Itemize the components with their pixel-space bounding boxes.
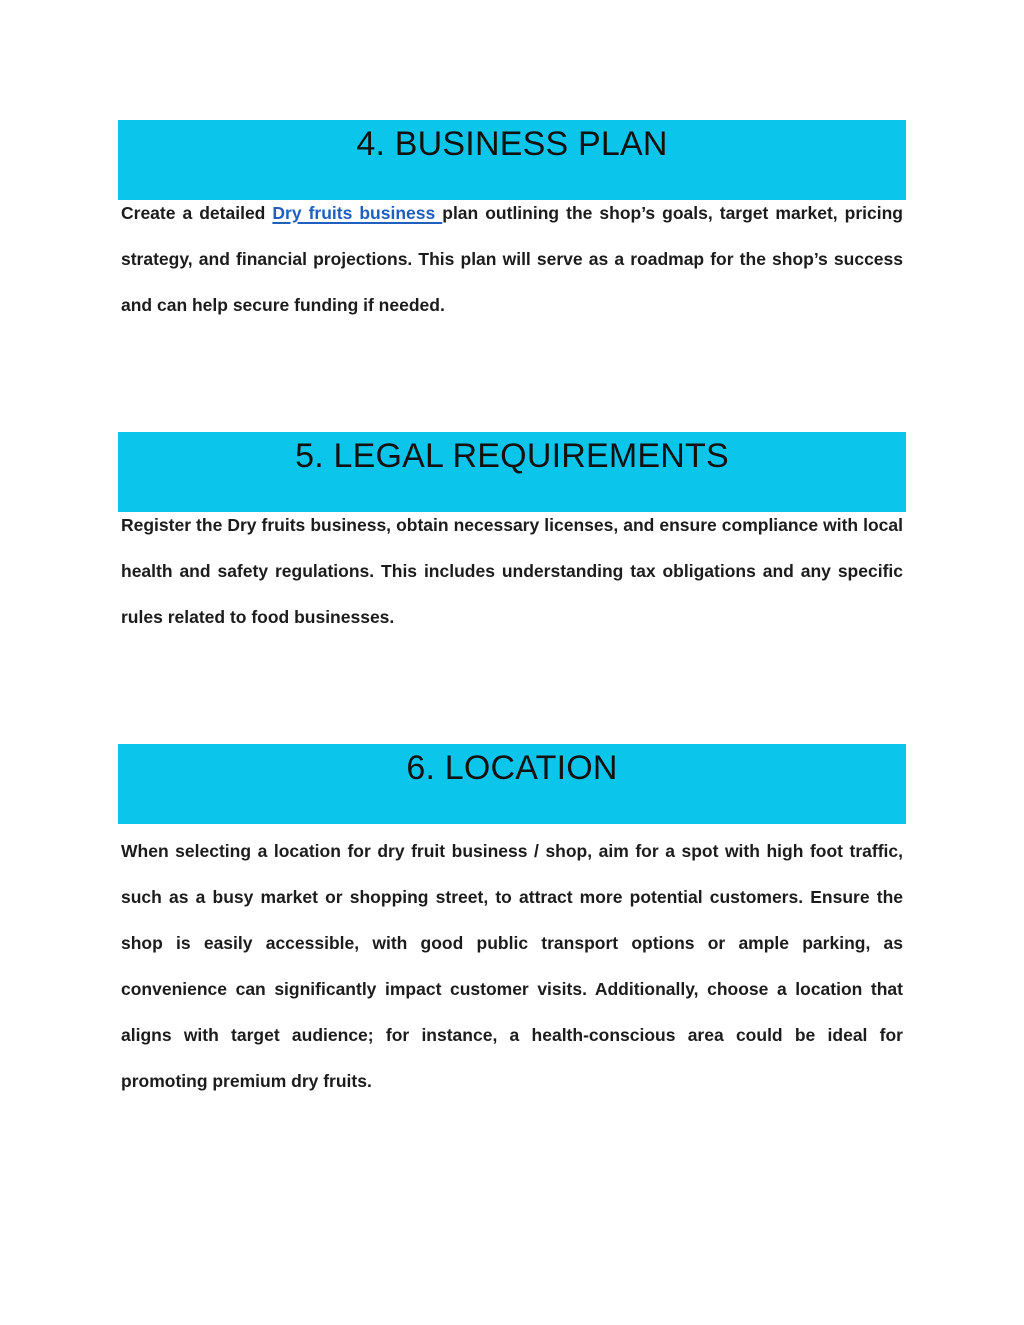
section-heading-banner-location bbox=[118, 744, 906, 824]
section-heading-legal-requirements: 5. LEGAL REQUIREMENTS bbox=[295, 437, 729, 475]
section-heading-banner-business-plan bbox=[118, 120, 906, 200]
section-heading-location: 6. LOCATION bbox=[406, 749, 618, 787]
paragraph-text-after-link: plan outlining the shop’s goals, target market, pricing strategy, and financial projections. This plan will serve as a roadmap for the shop’s success and can help secure funding if needed. bbox=[121, 203, 903, 315]
section-paragraph-business-plan bbox=[121, 190, 903, 328]
section-heading-banner-legal-requirements bbox=[118, 432, 906, 512]
section-heading-business-plan: 4. BUSINESS PLAN bbox=[356, 125, 668, 163]
section-paragraph-location: When selecting a location for dry fruit business / shop, aim for a spot with high foot traffic, such as a busy market or shopping street, to attract more potential customers. Ensure the shop is easily accessible, with good public transport options or ample parking, as convenience can significantly impact customer visits. Additionally, choose a location that aligns with target audience; for instance, a health-conscious area could be ideal for promoting premium dry fruits. bbox=[121, 841, 903, 1091]
dry-fruits-business-link[interactable]: Dry fruits business bbox=[272, 203, 443, 223]
section-paragraph-legal-requirements: Register the Dry fruits business, obtain necessary licenses, and ensure compliance with local health and safety regulations. This includes understanding tax obligations and any specific rules related to food businesses. bbox=[121, 515, 903, 627]
paragraph-text-before-link: Create a detailed bbox=[121, 203, 273, 223]
